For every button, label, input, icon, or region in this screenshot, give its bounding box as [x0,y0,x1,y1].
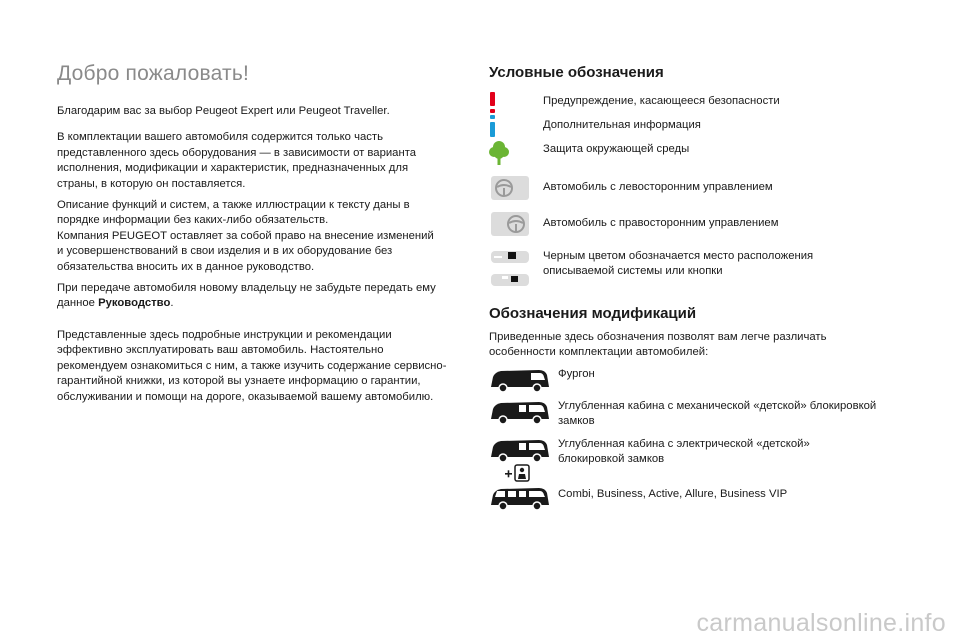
info-icon [489,115,529,137]
symbol-label: Дополнительная информация [543,119,701,131]
text-line: Углубленная кабина с механической «детской» блокировкой [558,400,877,412]
modification-row-mechanical-lock [489,399,909,437]
text-line: Черным цветом обозначается место расположения [543,250,814,262]
symbols-title: Условные обозначения [489,64,664,81]
text-line: обслуживании и помощи на дороге, оказываемой вашему автомобилю. [57,390,434,403]
text-fragment: данное [57,297,99,310]
symbol-label: Автомобиль с левосторонним управлением [543,181,773,193]
text-line: Углубленная кабина с электрической «детской» [558,438,810,450]
modification-label [558,399,876,428]
text-line: При передаче автомобиля новому владельцу не забудьте передать ему [57,282,436,295]
symbol-label: Автомобиль с правосторонним управлением [543,217,779,229]
equipment-paragraph [57,130,457,192]
intro-paragraph: Благодарим вас за выбор Peugeot Expert или Peugeot Traveller. [57,105,390,117]
tree-icon [489,139,529,167]
modification-row-electric-lock [489,437,909,485]
van-furgon-icon [489,367,551,395]
text-line: рекомендуем ознакомиться с ним, а также изучить содержание сервисно- [57,359,447,372]
text-fragment: . [170,297,174,310]
text-line: порядке информации без каких-либо обязательств. [57,214,329,227]
text-line: эффективно эксплуатировать ваш автомобиль. Настоятельно [57,344,384,357]
symbol-row-eco [489,139,909,171]
warning-icon [489,91,529,113]
symbol-row-rhd [489,209,909,247]
text-line: блокировкой замков [558,452,665,465]
modification-label [558,437,810,466]
text-line: замков [558,414,595,427]
symbol-row-info [489,115,909,139]
text-line: исполнения, модификации и характеристик, предназначенных для [57,162,409,175]
van-combi-icon [489,485,551,513]
button-location-icon [489,247,533,291]
van-cabin-electric-icon [489,437,551,483]
text-line: страны, в которую он поставляется. [57,177,246,190]
text-line: Компания PEUGEOT оставляет за собой право на внесение изменений [57,229,434,242]
text-line: Описание функций и систем, а также иллюстрации к тексту даны в [57,199,410,212]
text-line: и усовершенствований в свои изделия и в их оборудование без [57,245,393,258]
page-title: Добро пожаловать! [57,62,250,85]
handover-paragraph [57,281,457,312]
manual-name: Руководство [98,297,171,310]
text-line: обязательства вносить их в данное руководство. [57,260,315,273]
disclaimer-paragraph [57,198,457,275]
symbol-row-lhd [489,173,909,209]
recommendations-paragraph [57,328,457,405]
text-line: Представленные здесь подробные инструкции и рекомендации [57,328,392,341]
text-line: Приведенные здесь обозначения позволят вам легче различать [489,331,827,343]
modification-label: Combi, Business, Active, Allure, Business VIP [558,488,788,500]
text-line: особенности комплектации автомобилей: [489,345,709,358]
modifications-section [489,305,909,519]
text-line: В комплектации вашего автомобиля содержится только часть [57,131,383,144]
modification-row-furgon [489,365,909,399]
van-cabin-mechanical-icon [489,399,551,427]
text-line [57,296,457,311]
symbol-label: Защита окружающей среды [543,143,690,155]
steering-wheel-left-icon [489,173,533,203]
symbol-row-location [489,247,909,301]
modification-label: Фургон [558,368,595,380]
modifications-title: Обозначения модификаций [489,305,697,322]
modifications-intro [489,330,909,359]
watermark: carmanualsonline.info [696,609,946,637]
symbol-label [543,249,813,278]
text-line: описываемой системы или кнопки [543,264,723,277]
modification-row-combi [489,485,909,519]
welcome-section [57,62,457,411]
symbol-label: Предупреждение, касающееся безопасности [543,95,780,107]
symbol-row-warning [489,91,909,115]
symbols-section [489,64,909,519]
steering-wheel-right-icon [489,209,533,239]
text-line: представленного здесь оборудования — в зависимости от варианта [57,146,417,159]
text-line: гарантийной книжки, из которой вы узнаете информацию о гарантии, [57,375,421,388]
